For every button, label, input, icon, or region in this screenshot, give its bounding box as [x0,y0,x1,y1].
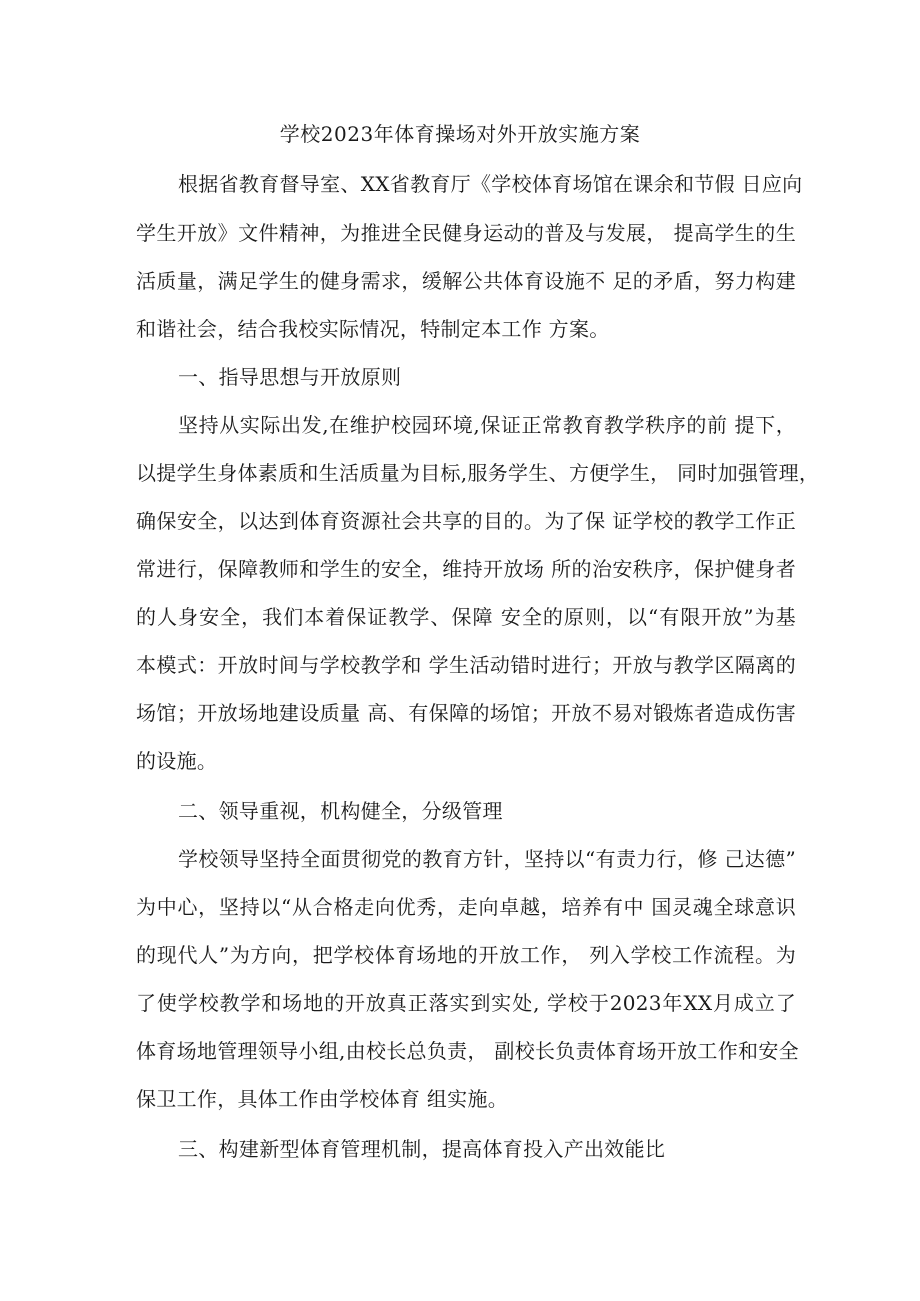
section-heading: 三、构建新型体育管理机制，提高体育投入产出效能比 [178,1137,666,1161]
text-line: 的人身安全，我们本着保证教学、保障 安全的原则，以“有限开放”为基 [136,605,796,629]
text-line: 根据省教育督导室、XX省教育厅《学校体育场馆在课余和节假 日应向 [178,172,803,196]
section-heading: 二、领导重视，机构健全，分级管理 [178,799,503,823]
text-line: 常进行，保障教师和学生的安全，维持开放场 所的治安秩序，保护健身者 [136,557,796,581]
text-line: 的现代人”为方向，把学校体育场地的开放工作， 列入学校工作流程。为 [136,943,796,967]
text-line: 活质量，满足学生的健身需求，缓解公共体育设施不 足的矛盾，努力构建 [136,269,796,293]
text-line: 坚持从实际出发,在维护校园环境,保证正常教育教学秩序的前 提下， [178,413,796,437]
text-line: 体育场地管理领导小组,由校长总负责， 副校长负责体育场开放工作和安全 [136,1039,799,1063]
section-heading: 一、指导思想与开放原则 [178,365,402,389]
text-line: 场馆；开放场地建设质量 高、有保障的场馆；开放不易对锻炼者造成伤害 [136,701,796,725]
text-line: 了使学校教学和场地的开放真正落实到实处, 学校于2023年XX月成立了 [136,991,796,1015]
text-line: 的设施。 [136,749,218,773]
text-line: 确保安全，以达到体育资源社会共享的目的。为了保 证学校的教学工作正 [136,509,796,533]
text-line: 学生开放》文件精神，为推进全民健身运动的普及与发展， 提高学生的生 [136,221,796,245]
document-title: 学校2023年体育操场对外开放实施方案 [279,122,641,146]
text-line: 和谐社会，结合我校实际情况，特制定本工作 方案。 [136,317,610,341]
text-line: 为中心，坚持以“从合格走向优秀，走向卓越，培养有中 国灵魂全球意识 [136,895,796,919]
text-line: 以提学生身体素质和生活质量为目标,服务学生、方便学生， 同时加强管理， [136,461,820,485]
text-line: 学校领导坚持全面贯彻党的教育方针，坚持以“有责力行，修 己达德” [178,847,796,871]
text-line: 本模式：开放时间与学校教学和 学生活动错时进行；开放与教学区隔离的 [136,653,796,677]
text-line: 保卫工作，具体工作由学校体育 组实施。 [136,1087,509,1111]
